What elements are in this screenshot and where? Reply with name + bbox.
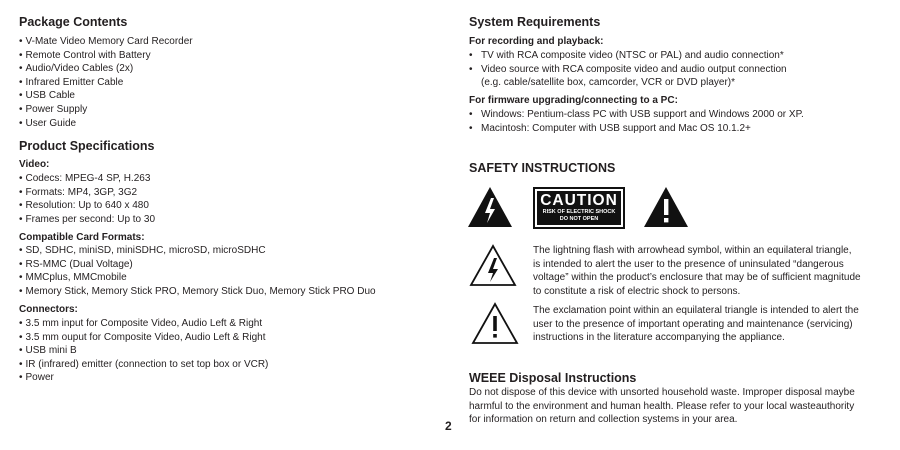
list-item: • Windows: Pentium-class PC with USB support and Windows 2000 or XP. xyxy=(469,108,804,122)
list-item: • User Guide xyxy=(19,117,193,131)
text-line: voltage” within the product’s enclosure that may be of sufficient magnitude xyxy=(533,272,861,284)
caution-do-not-open-text: DO NOT OPEN xyxy=(559,216,599,222)
text-line: Do not dispose of this device with unsorted household waste. Improper disposal maybe xyxy=(469,387,855,398)
text-line: harmful to the environment and human health. Please refer to your local wasteauthority xyxy=(469,400,855,412)
text-line: The lightning flash with arrowhead symbol, within an equilateral triangle, xyxy=(533,245,852,256)
firmware-subheading: For firmware upgrading/connecting to a PC: xyxy=(469,95,678,106)
list-item: • USB Cable xyxy=(19,89,193,103)
list-item: • USB mini B xyxy=(19,344,268,358)
list-item: • Audio/Video Cables (2x) xyxy=(19,62,193,76)
card-formats-list xyxy=(19,244,376,298)
package-contents-heading: Package Contents xyxy=(19,15,128,29)
list-item: • SD, SDHC, miniSD, miniSDHC, microSD, microSDHC xyxy=(19,244,376,258)
list-item: • Power xyxy=(19,371,268,385)
text-line: user to the presence of important operating and maintenance (servicing) xyxy=(533,318,853,330)
list-item: • IR (infrared) emitter (connection to set top box or VCR) xyxy=(19,358,268,372)
connectors-subheading: Connectors: xyxy=(19,304,78,315)
list-item: • Codecs: MPEG-4 SP, H.263 xyxy=(19,172,155,186)
safety-instructions-heading: SAFETY INSTRUCTIONS xyxy=(469,161,616,175)
list-item: • Formats: MP4, 3GP, 3G2 xyxy=(19,186,155,200)
lightning-outline-icon xyxy=(469,244,517,287)
list-item: • RS-MMC (Dual Voltage) xyxy=(19,258,376,272)
list-item-line: • Video source with RCA composite video and audio output connection xyxy=(481,63,787,75)
list-item: • Frames per second: Up to 30 xyxy=(19,213,155,227)
exclamation-warning-icon xyxy=(643,186,689,228)
recording-subheading: For recording and playback: xyxy=(469,36,604,47)
text-line: for information on return and collection systems in your area. xyxy=(469,414,738,426)
system-requirements-heading: System Requirements xyxy=(469,15,601,29)
card-formats-subheading: Compatible Card Formats: xyxy=(19,232,145,243)
text-line: to constitute a risk of electric shock to persons. xyxy=(533,285,741,297)
video-subheading: Video: xyxy=(19,159,50,170)
list-item: • V-Mate Video Memory Card Recorder xyxy=(19,35,193,49)
list-item: • MMCplus, MMCmobile xyxy=(19,271,376,285)
package-contents-list xyxy=(19,35,193,130)
caution-shock-text: RISK OF ELECTRIC SHOCK xyxy=(542,209,616,215)
list-item: • TV with RCA composite video (NTSC or PAL) and audio connection* xyxy=(469,49,787,63)
list-item: • 3.5 mm ouput for Composite Video, Audio Left & Right xyxy=(19,331,268,345)
list-item: • Macintosh: Computer with USB support and Mac OS 10.1.2+ xyxy=(469,122,804,136)
list-item: • 3.5 mm input for Composite Video, Audio Left & Right xyxy=(19,317,268,331)
list-item: • Memory Stick, Memory Stick PRO, Memory Stick Duo, Memory Stick PRO Duo xyxy=(19,285,376,299)
firmware-list xyxy=(469,108,804,135)
video-specs-list xyxy=(19,172,155,226)
caution-word: CAUTION xyxy=(540,192,618,209)
list-item: • Infrared Emitter Cable xyxy=(19,76,193,90)
lightning-description xyxy=(533,244,883,298)
caution-label xyxy=(533,187,625,229)
list-item-line: (e.g. cable/satellite box, camcorder, VCR or DVD player)* xyxy=(481,77,735,89)
lightning-warning-icon xyxy=(467,186,513,228)
text-line: is intended to alert the user to the presence of uninsulated “dangerous xyxy=(533,258,844,270)
weee-text xyxy=(469,386,889,427)
page-number: 2 xyxy=(445,419,452,433)
text-line: The exclamation point within an equilateral triangle is intended to alert the xyxy=(533,305,859,316)
weee-heading: WEEE Disposal Instructions xyxy=(469,371,637,385)
exclamation-description xyxy=(533,304,883,345)
list-item: • Remote Control with Battery xyxy=(19,49,193,63)
product-specifications-heading: Product Specifications xyxy=(19,139,155,153)
connectors-list xyxy=(19,317,268,385)
recording-list xyxy=(469,49,787,90)
exclamation-outline-icon xyxy=(471,302,519,345)
list-item: • Resolution: Up to 640 x 480 xyxy=(19,199,155,213)
list-item xyxy=(469,63,787,90)
text-line: instructions in the literature accompanying the appliance. xyxy=(533,332,785,344)
list-item: • Power Supply xyxy=(19,103,193,117)
